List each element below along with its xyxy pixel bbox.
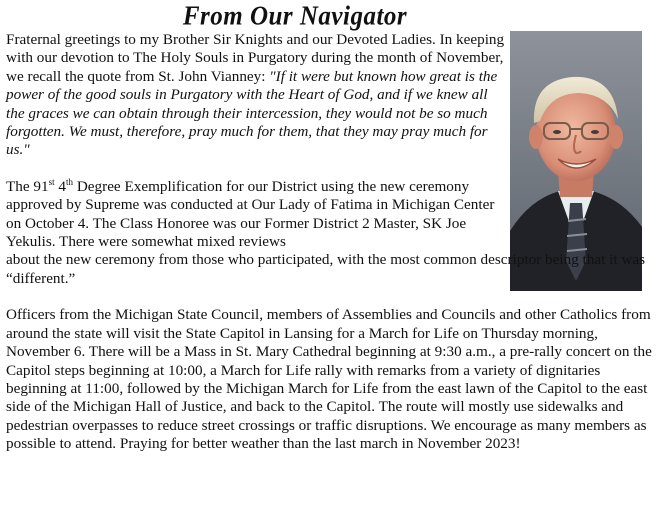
paragraph-march-for-life: Officers from the Michigan State Council, members of Assemblies and Councils and other Catholics from around the state will visit the State Capitol in Lansing for a March for Life on Thursday morning, November 6. There will be a Mass in St. Mary Cathedral beginning at 9:30 a.m., a pre-rally concert on the Capitol steps beginning at 10:00, a March for Life rally with remarks from a variety of dignitaries beginning at 11:00, followed by the Michigan March for Life from the east lawn of the Capitol to the east side of the Michigan Hall of Justice, and back to the Capitol. The route will mostly use sidewalks and pedestrian overpasses to reduce street crossings or traffic disruptions. We encourage as many members as possible to attend. Praying for better weather than the last march in November 2023! — [6, 306, 652, 453]
exemplification-wide-text: about the new ceremony from those who participated, with the most common descriptor being that it was “different.” — [6, 251, 645, 287]
exemplification-lead: The 91 — [6, 177, 49, 195]
page-title: From Our Navigator — [182, 1, 408, 32]
greeting-text: Fraternal greetings to my Brother Sir Knights and our Devoted Ladies. In keeping with our devotion to The Holy Souls in Purgatory during the month of November, we recall the quote from St. John Vianney: — [6, 31, 505, 85]
ordinal-th: th — [66, 176, 74, 187]
vianney-quote: "If it were but known how great is the power of the good souls in Purgatory with the Heart of God, and if we knew all the graces we can obtain through their intercession, they would not be so much forgotten. We must, therefore, pray much for them, that they may pray much for us." — [6, 67, 498, 159]
exemplification-text: Degree Exemplification for our District using the new ceremony approved by Supreme was conducted at Our Lady of Fatima in Michigan Center on October 4. The Class Honoree was our Former District 2 Master, SK Joe Yekulis. There were somewhat mixed reviews — [6, 177, 495, 251]
paragraph-exemplification — [6, 178, 656, 288]
exemplification-mid: 4 — [54, 177, 67, 195]
ordinal-st: st — [48, 176, 55, 187]
exemplification-narrow — [6, 178, 506, 252]
article-body — [6, 31, 656, 454]
paragraph-greeting — [6, 31, 506, 160]
